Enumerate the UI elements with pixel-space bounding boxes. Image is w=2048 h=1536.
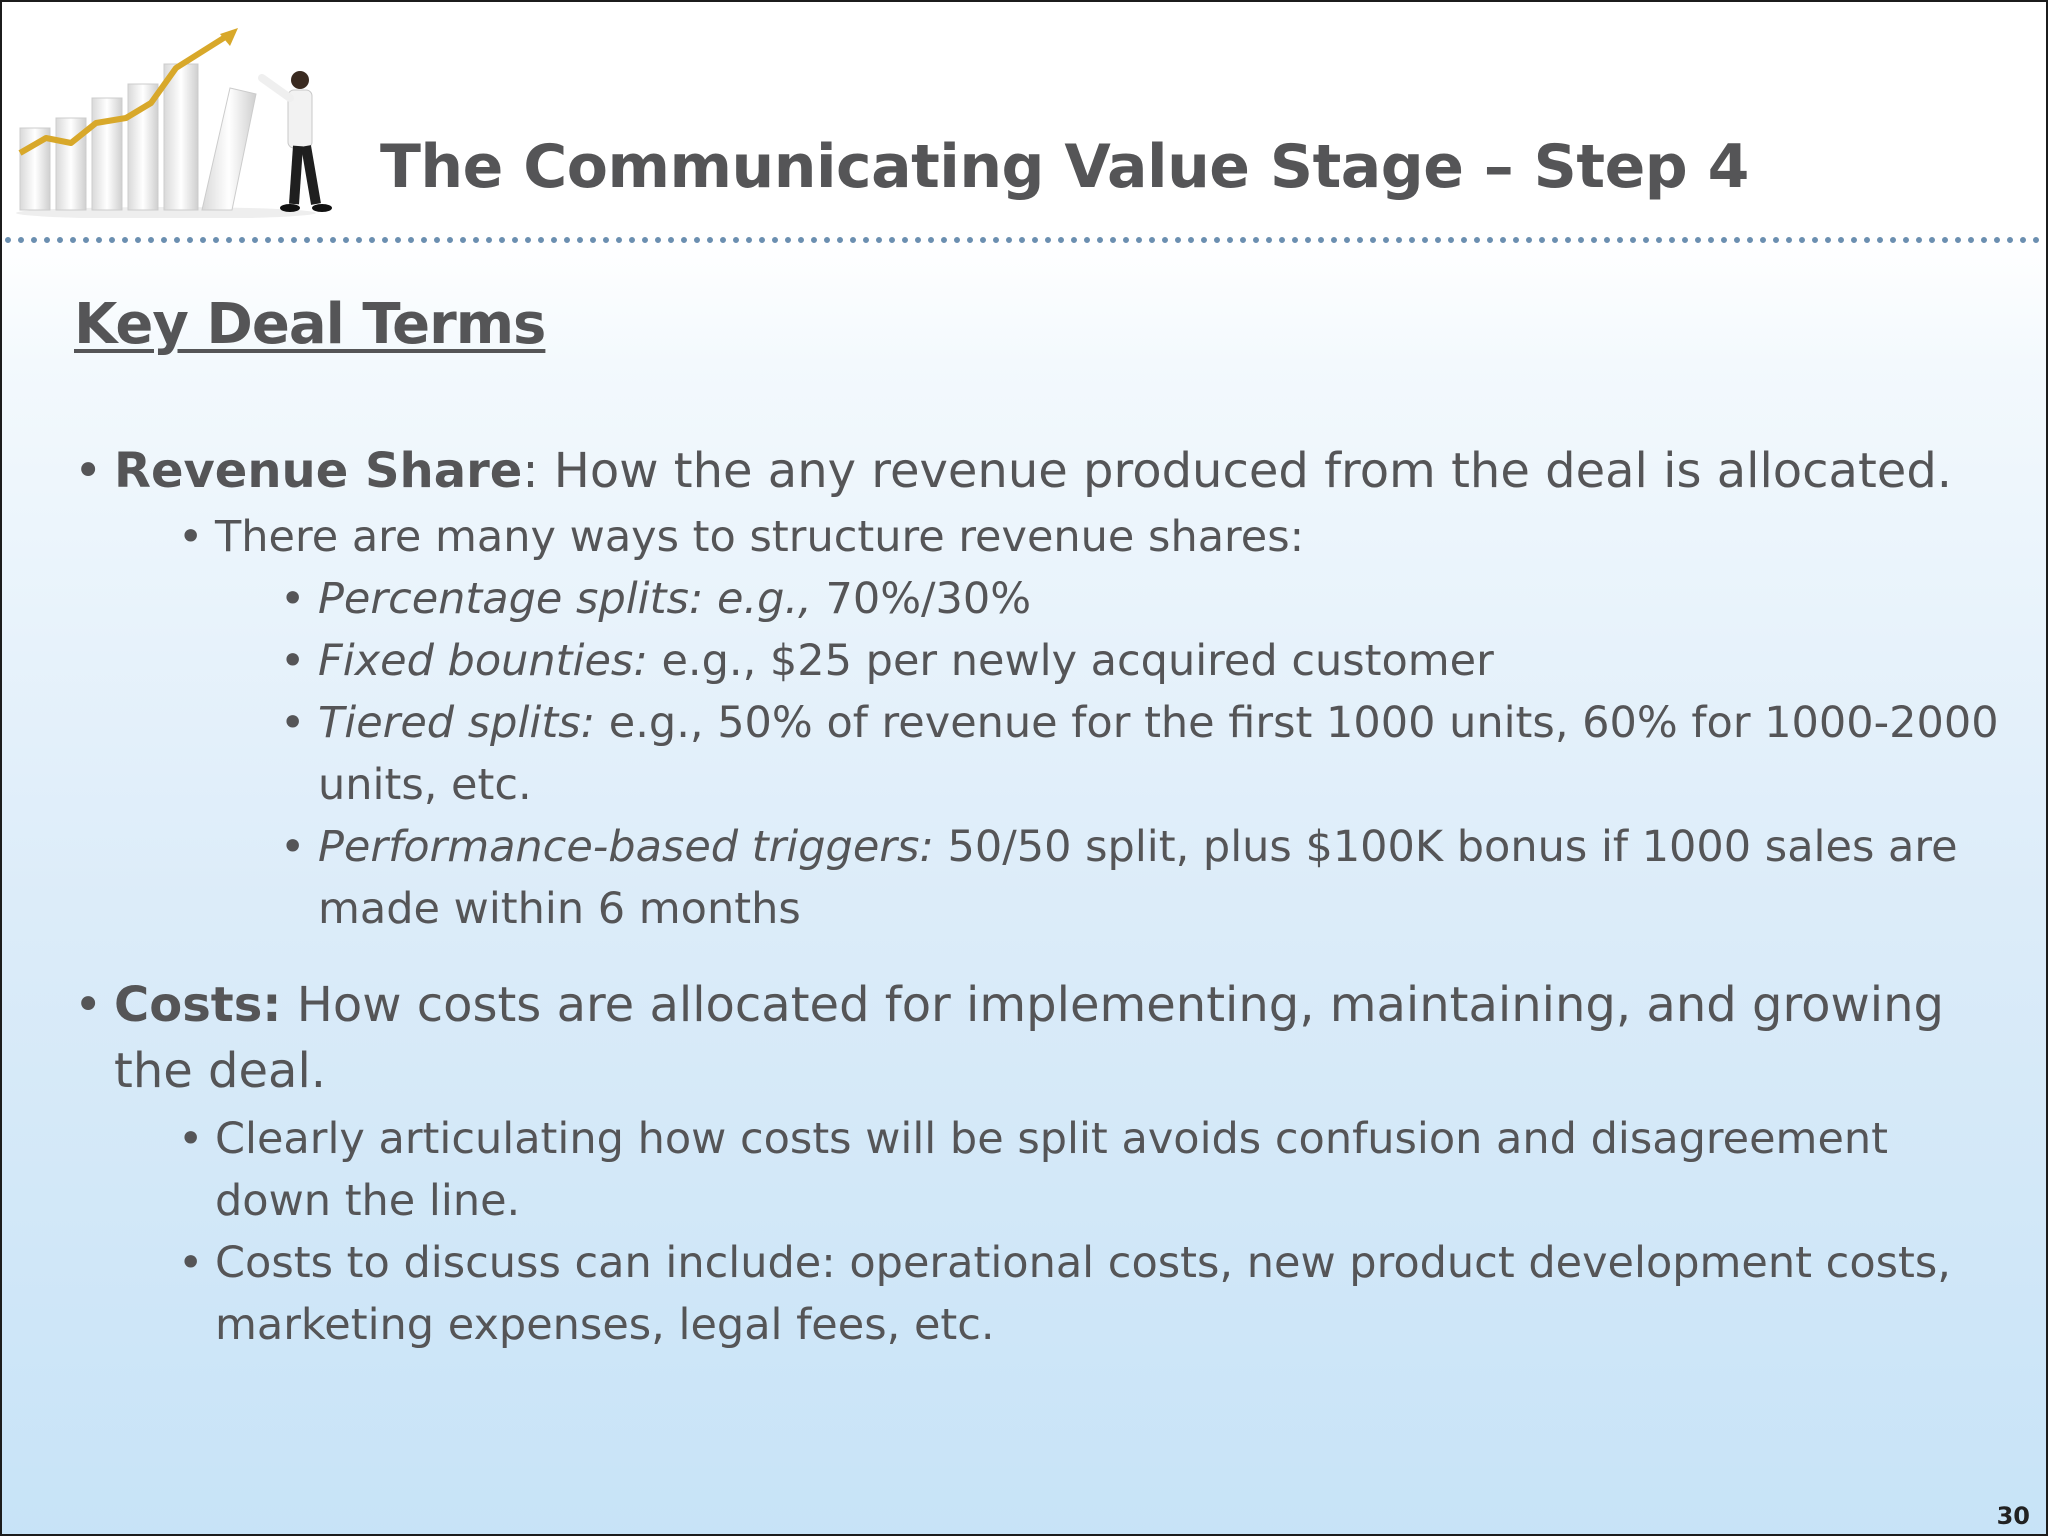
bullet-tiered-splits: [280, 692, 2000, 816]
term-revenue-share: Revenue Share: [114, 443, 523, 499]
percentage-splits-label: Percentage splits: e.g.,: [318, 574, 812, 624]
bullet-dot-icon: •: [178, 1238, 204, 1288]
bullet-revenue-share: [74, 438, 1974, 504]
page-number: 30: [1996, 1502, 2030, 1530]
bullet-dot-icon: •: [178, 1114, 204, 1164]
dotted-divider: [2, 235, 2048, 245]
term-costs: Costs:: [114, 977, 282, 1033]
bullet-dot-icon: •: [280, 636, 306, 686]
bullet-dot-icon: •: [280, 574, 306, 624]
section-heading: Key Deal Terms: [74, 292, 546, 357]
performance-triggers-label: Performance-based triggers:: [318, 822, 934, 872]
bullet-performance-triggers: [280, 816, 2000, 940]
fixed-bounties-text: e.g., $25 per newly acquired customer: [647, 636, 1494, 686]
bullet-revenue-structures: [178, 506, 1978, 568]
term-separator: :: [522, 443, 554, 499]
bullet-costs-clarity: [178, 1108, 1978, 1232]
slide-title: The Communicating Value Stage – Step 4: [380, 132, 1749, 202]
tiered-splits-text: e.g., 50% of revenue for the first 1000 units, 60% for 1000-2000 units, etc.: [318, 698, 1999, 810]
bullet-fixed-bounties: [280, 630, 2000, 692]
costs-description: How costs are allocated for implementing, maintaining, and growing the deal.: [114, 977, 1944, 1099]
growth-chart-businessman-icon: [16, 28, 356, 218]
bullet-dot-icon: •: [280, 822, 306, 872]
fixed-bounties-label: Fixed bounties:: [318, 636, 648, 686]
bullet-dot-icon: •: [74, 977, 103, 1033]
costs-discuss-text: Costs to discuss can include: operational costs, new product development costs, marketing expenses, legal fees, etc.: [215, 1238, 1951, 1350]
bullet-costs: [74, 972, 1974, 1104]
costs-clarity-text: Clearly articulating how costs will be split avoids confusion and disagreement down the line.: [215, 1114, 1889, 1226]
bullet-dot-icon: •: [280, 698, 306, 748]
bullet-dot-icon: •: [178, 512, 204, 562]
bullet-dot-icon: •: [74, 443, 103, 499]
revenue-share-description: How the any revenue produced from the deal is allocated.: [553, 443, 1953, 499]
bullet-costs-discuss: [178, 1232, 1978, 1356]
revenue-structures-text: There are many ways to structure revenue shares:: [215, 512, 1305, 562]
percentage-splits-text: 70%/30%: [811, 574, 1032, 624]
bullet-percentage-splits: [280, 568, 2000, 630]
tiered-splits-label: Tiered splits:: [318, 698, 596, 748]
performance-triggers-text: 50/50 split, plus $100K bonus if 1000 sales are made within 6 months: [318, 822, 1958, 934]
